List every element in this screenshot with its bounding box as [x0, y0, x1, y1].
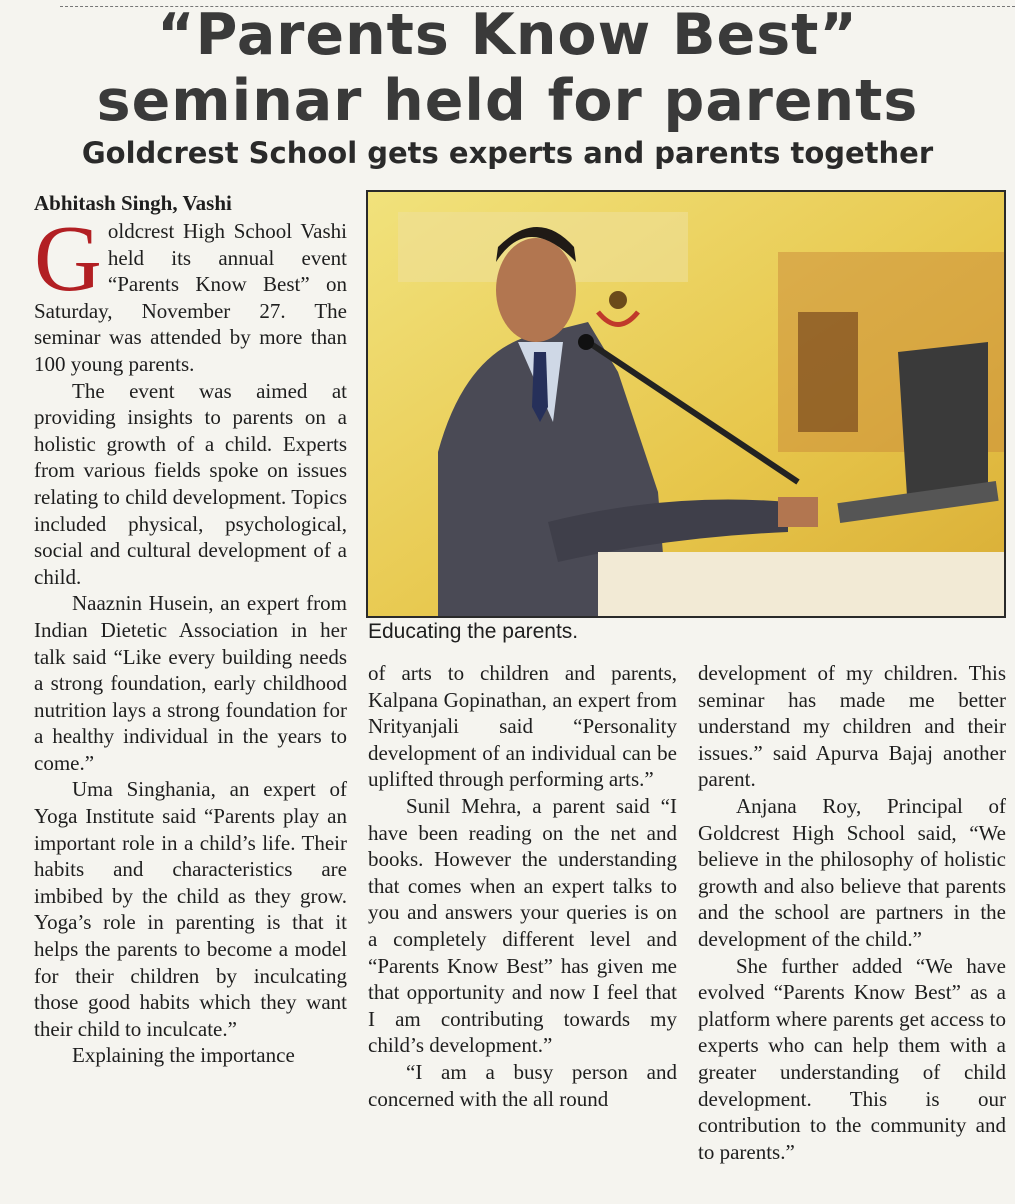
headline-line-2: seminar held for parents [96, 68, 919, 134]
paragraph: She further added “We have evolved “Parents Know Best” as a platform where parents get access to experts who can help them with a greater understanding of child development. This is our contribution to the community and to parents.” [698, 953, 1006, 1164]
paragraph: The event was aimed at providing insights to parents on a holistic growth of a child. Experts from various fields spoke on issues relating to child development. Topics included physical, psychological, social and cultural development of a child. [34, 378, 347, 589]
paragraph: “I am a busy person and concerned with the all round [368, 1059, 677, 1111]
headline-line-1: “Parents Know Best” [157, 2, 858, 68]
column-2 [368, 660, 677, 1112]
paragraph: Uma Singhania, an expert of Yoga Institute said “Parents play an important role in a child’s life. Their habits and characteristics are imbibed by the child as they grow. Yoga’s role in parenting is that it helps the parents to become a model for their children by inculcating those good habits which they want their child to inculcate.” [34, 777, 347, 1041]
paragraph-text: oldcrest High School Vashi held its annual event “Parents Know Best” on Saturday, November 27. The seminar was attended by more than 100 young parents. [34, 219, 347, 376]
byline: Abhitash Singh, Vashi [34, 191, 232, 215]
column-1 [34, 207, 347, 1069]
drop-cap: G [34, 207, 102, 311]
paragraph: Explaining the importance [72, 1043, 295, 1068]
speaker-photo-illustration [368, 192, 1004, 616]
paragraph [34, 207, 347, 378]
subheadline: Goldcrest School gets experts and parents together [81, 136, 934, 170]
column-3 [698, 660, 1006, 1165]
article-photo [366, 190, 1006, 618]
paragraph: Anjana Roy, Principal of Goldcrest High School said, “We believe in the philosophy of holistic growth and also believe that parents and the school are partners in the development of the child.” [698, 793, 1006, 951]
paragraph: Naaznin Husein, an expert from Indian Dietetic Association in her talk said “Like every building needs a strong foundation, early childhood nutrition lays a strong foundation for a healthy individual in the years to come.” [34, 591, 347, 775]
paragraph: of arts to children and parents, Kalpana Gopinathan, an expert from Nrityanjali said “Personality development of an individual can be uplifted through performing arts.” [368, 661, 677, 792]
photo-caption: Educating the parents. [368, 620, 579, 643]
paragraph: Sunil Mehra, a parent said “I have been reading on the net and books. However the understanding that comes when an expert talks to you and answers your queries is on a completely different level and “Parents Know Best” has given me that opportunity and now I feel that I am contributing towards my child’s development.” [368, 793, 677, 1058]
paragraph: development of my children. This seminar has made me better understand my children and their issues.” said Apurva Bajaj another parent. [698, 661, 1006, 792]
